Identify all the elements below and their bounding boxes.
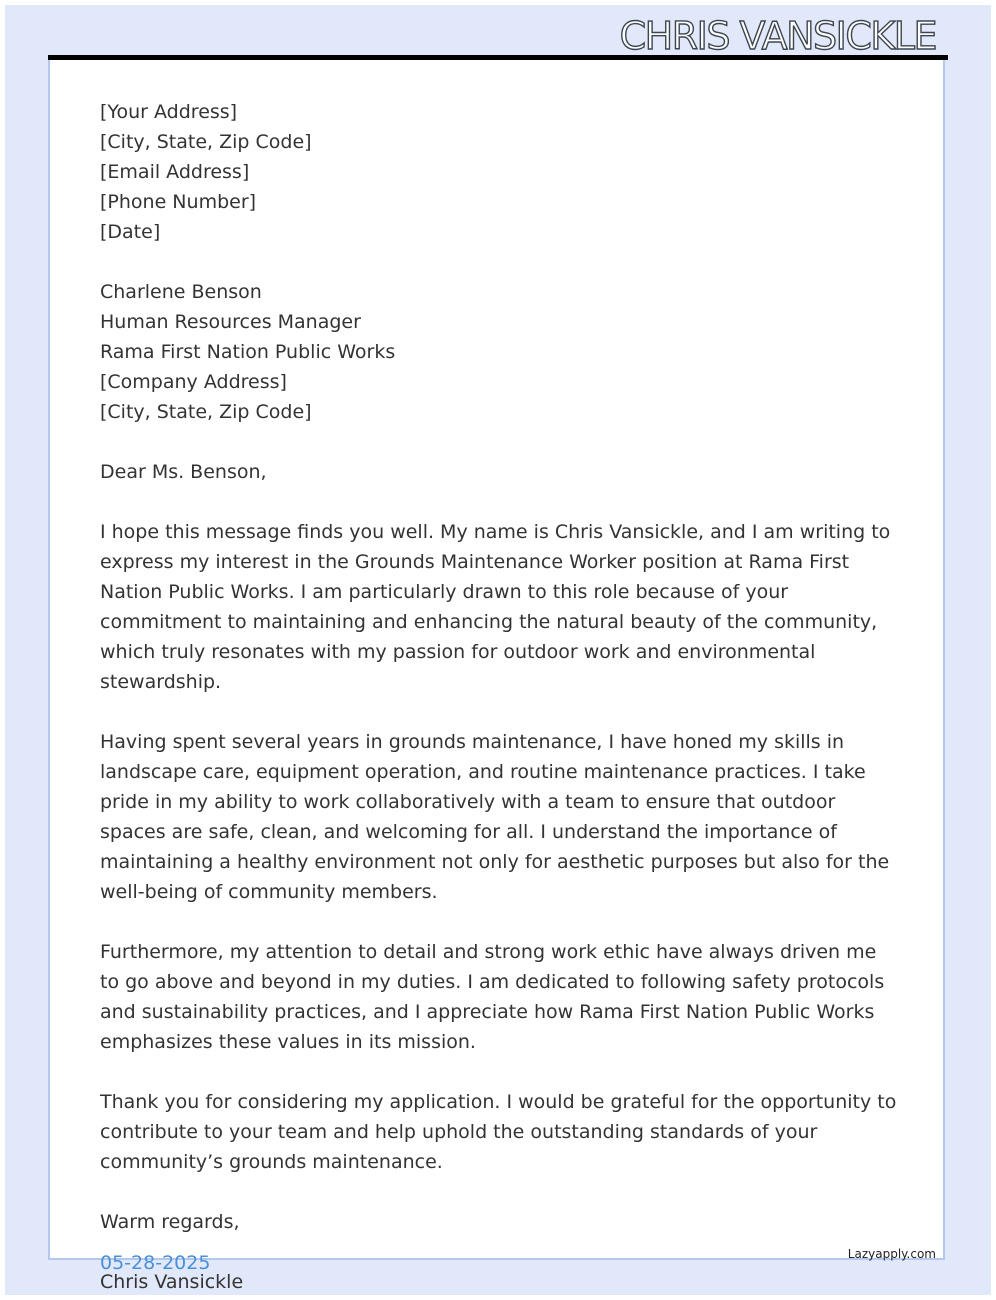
- recipient-city-state-zip: [City, State, Zip Code]: [100, 401, 312, 423]
- body-paragraph-1: I hope this message finds you well. My name is Chris Vansickle, and I am writing to express my interest in the Grounds Maintenance Worker position at Rama First Nation Public Works. I am particularly drawn to this role because of your commitment to maintaining and enhancing the natural beauty of the community, which truly resonates with my passion for outdoor work and environmental stewardship.: [100, 521, 891, 693]
- footer-date: 05-28-2025: [100, 1252, 211, 1274]
- sender-phone: [Phone Number]: [100, 191, 257, 213]
- body-paragraph-2: Having spent several years in grounds maintenance, I have honed my skills in landscape care, equipment operation, and routine maintenance practices. I take pride in my ability to work collaboratively with a team to ensure that outdoor spaces are safe, clean, and welcoming for all. I understand the importance of maintaining a healthy environment not only for aesthetic purposes but also for the well-being of community members.: [100, 731, 890, 903]
- cover-letter: [100, 97, 900, 1297]
- sender-email: [Email Address]: [100, 161, 250, 183]
- sender-date: [Date]: [100, 221, 161, 243]
- recipient-address: [Company Address]: [100, 371, 287, 393]
- recipient-title: Human Resources Manager: [100, 311, 361, 333]
- recipient-block: [100, 277, 900, 427]
- applicant-name-heading: CHRIS VANSICKLE: [619, 14, 936, 58]
- signature: Chris Vansickle: [100, 1271, 244, 1293]
- sender-block: [100, 97, 900, 247]
- brand-watermark: Lazyapply.com: [847, 1247, 936, 1261]
- salutation: Dear Ms. Benson,: [100, 461, 267, 483]
- body-paragraph-4: Thank you for considering my application. I would be grateful for the opportunity to contribute to your team and help uphold the outstanding standards of your community’s grounds maintenance.: [100, 1091, 897, 1173]
- recipient-name: Charlene Benson: [100, 281, 262, 303]
- recipient-company: Rama First Nation Public Works: [100, 341, 396, 363]
- body-paragraph-3: Furthermore, my attention to detail and strong work ethic have always driven me to go above and beyond in my duties. I am dedicated to following safety protocols and sustainability practices, and I appreciate how Rama First Nation Public Works emphasizes these values in its mission.: [100, 941, 885, 1053]
- closing: Warm regards,: [100, 1211, 240, 1233]
- sender-address: [Your Address]: [100, 101, 238, 123]
- sender-city-state-zip: [City, State, Zip Code]: [100, 131, 312, 153]
